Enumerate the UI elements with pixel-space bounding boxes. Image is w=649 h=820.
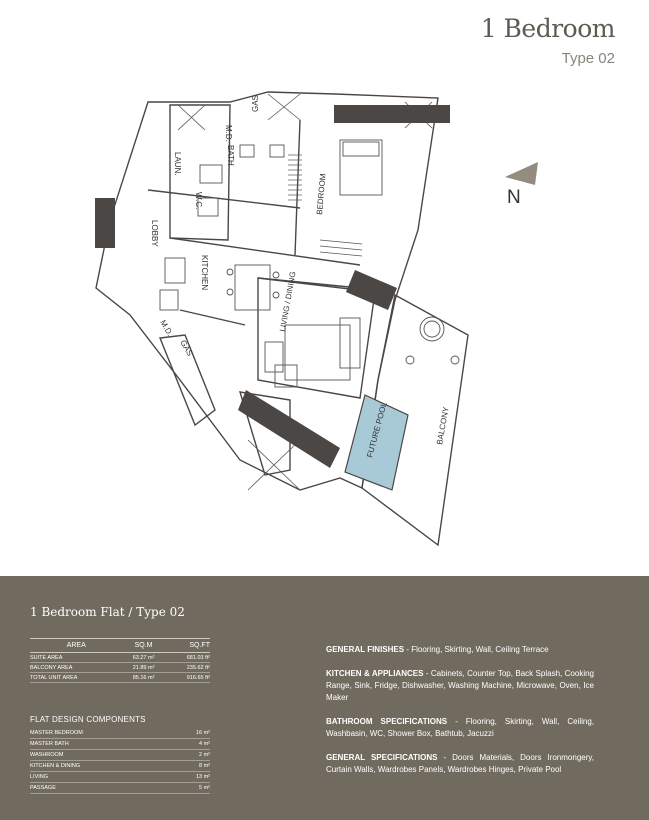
list-item: LIVING 13 m² [30,772,210,783]
compass-label: N [507,187,521,208]
specifications [326,644,594,788]
components-title: FLAT DESIGN COMPONENTS [30,715,146,724]
label-gas-bottom: GAS [178,338,195,358]
floor-plan [0,80,649,560]
label-living-dining: LIVING / DINING [278,270,298,333]
components-list [30,728,210,794]
area-table [30,638,210,683]
spec-general: GENERAL SPECIFICATIONS - Doors Materials, Doors Ironmongery, Curtain Walls, Wardrobes Panels, Wardrobes Hinges, Private Pool [326,753,595,774]
page-title: 1 Bedroom [480,14,615,43]
list-item: MASTER BEDROOM 16 m² [30,728,210,739]
label-lobby: LOBBY [150,220,159,247]
sqft-header: SQ.FT [165,639,210,653]
spec-general-finishes: GENERAL FINISHES - Flooring, Skirting, Wall, Ceiling Terrace [326,645,549,654]
label-balcony: BALCONY [435,406,451,446]
table-row: SUITE AREA 63.27 m² 681.03 ft² [30,654,210,661]
table-row: BALCONY AREA 21.89 m² 235.62 ft² [30,664,210,671]
label-md-bottom: M.D. [158,318,175,338]
spec-bathroom: BATHROOM SPECIFICATIONS - Flooring, Skirting, Wall, Ceiling, Washbasin, WC, Shower Box, Bathtub, Jacuzzi [326,717,595,738]
label-md-top: M.D. [224,125,233,142]
beam-left [95,198,115,248]
area-header: AREA [30,639,122,653]
label-gas-top: GAS [251,95,260,112]
list-item: MASTER BATH 4 m² [30,739,210,750]
list-item: KITCHEN & DINING 8 m² [30,761,210,772]
flat-title: 1 Bedroom Flat / Type 02 [30,605,185,619]
details-panel [0,576,649,820]
label-bedroom: BEDROOM [315,173,328,216]
beam-top [334,105,450,123]
page-subtitle: Type 02 [561,50,615,67]
beam-bottom [238,390,340,468]
sqm-header: SQ.M [122,639,164,653]
compass-arrow-icon [505,162,538,185]
label-laun: LAUN. [173,152,182,176]
table-row: TOTAL UNIT AREA 85.16 m² 916.65 ft² [30,674,210,681]
list-item: PASSAGE 5 m² [30,783,210,794]
label-wc: W.C. [194,192,203,210]
label-bath: BATH [226,145,235,166]
list-item: WASHROOM 2 m² [30,750,210,761]
spec-kitchen-appliances: KITCHEN & APPLIANCES - Cabinets, Counter Top, Back Splash, Cooking Range, Sink, Fridge, Dishwasher, Washing Machine, Microwave, Oven, Ice Maker [326,669,595,702]
beam-mid [346,270,397,310]
label-kitchen: KITCHEN [200,255,209,291]
label-future-pool: FUTURE POOL [365,401,389,459]
